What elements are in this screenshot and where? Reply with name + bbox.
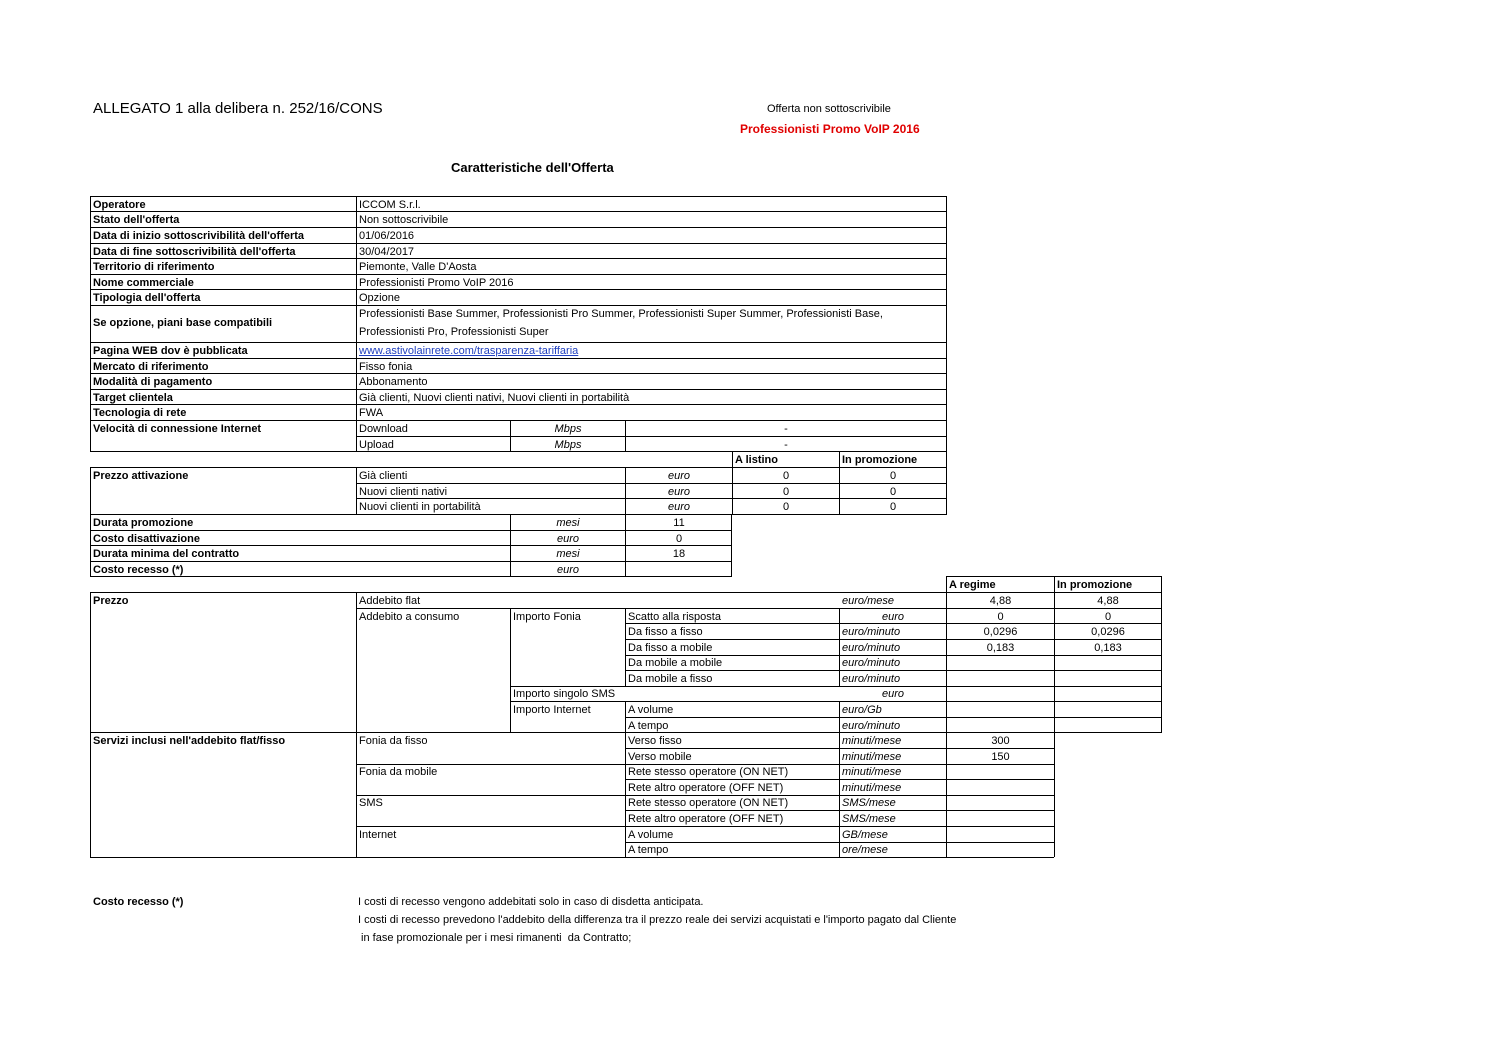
label-importo-fonia: Importo Fonia — [513, 611, 581, 623]
label-fonia-on-net: Rete stesso operatore (ON NET) — [628, 766, 789, 778]
allegato-title: ALLEGATO 1 alla delibera n. 252/16/CONS — [93, 100, 383, 117]
label-fisso-mobile: Da fisso a mobile — [628, 642, 713, 654]
label-fisso-fisso: Da fisso a fisso — [628, 626, 703, 638]
col-a-listino: A listino — [735, 454, 778, 466]
label-costo-recesso: Costo recesso (*) — [93, 564, 184, 576]
unit-verso-fisso: minuti/mese — [842, 735, 902, 747]
footnote-line-3: in fase promozionale per i mesi rimanenti da Contratto; — [358, 932, 632, 944]
unit-scatto: euro — [881, 611, 905, 623]
label-addebito-consumo: Addebito a consumo — [359, 611, 460, 623]
attivazione-promo-value: 0 — [889, 501, 897, 513]
unit-mobile-mobile: euro/minuto — [842, 657, 901, 669]
label-velocita: Velocità di connessione Internet — [93, 423, 262, 435]
label-data-fine: Data di fine sottoscrivibilità dell'offerta — [93, 246, 296, 258]
unit-upload: Mbps — [554, 439, 582, 451]
unit-download: Mbps — [554, 423, 582, 435]
attivazione-row-label: Nuovi clienti in portabilità — [359, 501, 481, 513]
value-tipologia: Opzione — [359, 292, 400, 304]
col-in-promozione: In promozione — [842, 454, 918, 466]
value-nome: Professionisti Promo VoIP 2016 — [359, 277, 514, 289]
unit-internet-volume: GB/mese — [842, 829, 888, 841]
unit-fisso-fisso: euro/minuto — [842, 626, 901, 638]
attivazione-listino-value: 0 — [782, 501, 790, 513]
value-ff-regime: 0,0296 — [983, 626, 1018, 638]
label-prezzo: Prezzo — [93, 595, 129, 607]
label-target: Target clientela — [93, 392, 173, 404]
col-prezzo-in-promozione: In promozione — [1057, 579, 1133, 591]
attivazione-listino-value: 0 — [782, 470, 790, 482]
footnote-label: Costo recesso (*) — [93, 896, 184, 908]
unit-fonia-on-net: minuti/mese — [842, 766, 902, 778]
unit-mobile-fisso: euro/minuto — [842, 673, 901, 685]
label-durata-promozione: Durata promozione — [93, 517, 194, 529]
label-servizi-inclusi: Servizi inclusi nell'addebito flat/fisso — [93, 735, 286, 747]
label-addebito-flat: Addebito flat — [359, 595, 421, 607]
attivazione-promo-value: 0 — [889, 470, 897, 482]
label-durata-minima: Durata minima del contratto — [93, 548, 240, 560]
value-target: Già clienti, Nuovi clienti nativi, Nuovi clienti in portabilità — [359, 392, 630, 404]
attivazione-unit: euro — [667, 486, 691, 498]
label-sms-off-net: Rete altro operatore (OFF NET) — [628, 813, 784, 825]
value-fm-regime: 0,183 — [986, 642, 1015, 654]
unit-fonia-off-net: minuti/mese — [842, 782, 902, 794]
label-pagina: Pagina WEB dov è pubblicata — [93, 345, 248, 357]
value-stato: Non sottoscrivibile — [359, 214, 449, 226]
value-download: - — [784, 423, 788, 435]
value-territorio: Piemonte, Valle D'Aosta — [359, 261, 477, 273]
value-modalita: Abbonamento — [359, 376, 428, 388]
unit-costo-recesso: euro — [556, 564, 580, 576]
footnote-line-2: I costi di recesso prevedono l'addebito della differenza tra il prezzo reale dei servizi acquistati e l'importo pagato dal Cliente — [358, 914, 957, 926]
unit-a-volume: euro/Gb — [842, 704, 882, 716]
footnote-line-1: I costi di recesso vengono addebitati solo in caso di disdetta anticipata. — [358, 896, 704, 908]
attivazione-promo-value: 0 — [889, 486, 897, 498]
value-scatto-regime: 0 — [997, 611, 1004, 623]
pagina-web-link[interactable]: www.astivolainrete.com/trasparenza-tariffaria — [359, 345, 579, 357]
attivazione-unit: euro — [667, 470, 691, 482]
value-scatto-promo: 0 — [1104, 611, 1112, 623]
unit-costo-disattivazione: euro — [556, 533, 580, 545]
label-costo-disattivazione: Costo disattivazione — [93, 533, 200, 545]
label-tipologia: Tipologia dell'offerta — [93, 292, 201, 304]
value-operatore: ICCOM S.r.l. — [359, 199, 421, 211]
value-data-inizio: 01/06/2016 — [359, 230, 415, 242]
value-durata-minima: 18 — [672, 548, 686, 560]
unit-fisso-mobile: euro/minuto — [842, 642, 901, 654]
label-sms: SMS — [359, 797, 383, 809]
label-modalita: Modalità di pagamento — [93, 376, 213, 388]
label-scatto: Scatto alla risposta — [628, 611, 721, 623]
value-data-fine: 30/04/2017 — [359, 246, 415, 258]
attivazione-row-label: Già clienti — [359, 470, 408, 482]
unit-sms-on-net: SMS/mese — [842, 797, 896, 809]
label-download: Download — [359, 423, 408, 435]
attivazione-listino-value: 0 — [782, 486, 790, 498]
value-costo-disattivazione: 0 — [675, 533, 683, 545]
label-fonia-da-mobile: Fonia da mobile — [359, 766, 438, 778]
value-flat-regime: 4,88 — [989, 595, 1012, 607]
label-verso-fisso: Verso fisso — [628, 735, 682, 747]
label-data-inizio: Data di inizio sottoscrivibilità dell'offerta — [93, 230, 305, 242]
value-upload: - — [784, 439, 788, 451]
label-importo-sms: Importo singolo SMS — [513, 688, 616, 700]
col-a-regime: A regime — [949, 579, 996, 591]
unit-verso-mobile: minuti/mese — [842, 751, 902, 763]
label-upload: Upload — [359, 439, 394, 451]
attivazione-unit: euro — [667, 501, 691, 513]
value-verso-mobile: 150 — [991, 751, 1010, 763]
label-stato: Stato dell'offerta — [93, 214, 180, 226]
label-nome: Nome commerciale — [93, 277, 194, 289]
label-prezzo-attivazione: Prezzo attivazione — [93, 470, 189, 482]
label-sms-on-net: Rete stesso operatore (ON NET) — [628, 797, 789, 809]
section-title: Caratteristiche dell'Offerta — [451, 160, 614, 175]
offer-name-heading: Professionisti Promo VoIP 2016 — [740, 122, 920, 136]
label-mobile-mobile: Da mobile a mobile — [628, 657, 723, 669]
label-internet: Internet — [359, 829, 397, 841]
unit-durata-promozione: mesi — [556, 517, 580, 529]
label-fonia-da-fisso: Fonia da fisso — [359, 735, 428, 747]
value-fm-promo: 0,183 — [1094, 642, 1122, 654]
label-mercato: Mercato di riferimento — [93, 361, 209, 373]
label-a-volume: A volume — [628, 704, 674, 716]
value-flat-promo: 4,88 — [1097, 595, 1119, 607]
unit-a-tempo: euro/minuto — [842, 720, 901, 732]
unit-internet-tempo: ore/mese — [842, 844, 888, 856]
value-ff-promo: 0,0296 — [1091, 626, 1125, 638]
label-fonia-off-net: Rete altro operatore (OFF NET) — [628, 782, 784, 794]
label-piani: Se opzione, piani base compatibili — [93, 317, 273, 329]
label-a-tempo: A tempo — [628, 720, 669, 732]
unit-durata-minima: mesi — [556, 548, 580, 560]
label-verso-mobile: Verso mobile — [628, 751, 692, 763]
label-mobile-fisso: Da mobile a fisso — [628, 673, 713, 685]
unit-addebito-flat: euro/mese — [842, 595, 894, 607]
unit-sms-off-net: SMS/mese — [842, 813, 896, 825]
value-piani-line2: Professionisti Pro, Professionisti Super — [359, 326, 549, 338]
label-operatore: Operatore — [93, 199, 146, 211]
value-mercato: Fisso fonia — [359, 361, 413, 373]
value-verso-fisso: 300 — [991, 735, 1010, 747]
label-tecnologia: Tecnologia di rete — [93, 407, 187, 419]
value-tecnologia: FWA — [359, 407, 384, 419]
label-internet-volume: A volume — [628, 829, 674, 841]
label-importo-internet: Importo Internet — [513, 704, 591, 716]
value-piani-line1: Professionisti Base Summer, Professionisti Pro Summer, Professionisti Super Summer, Professionisti Base, — [359, 308, 883, 320]
label-internet-tempo: A tempo — [628, 844, 669, 856]
unit-importo-sms: euro — [881, 688, 905, 700]
offer-status-note: Offerta non sottoscrivibile — [767, 103, 891, 115]
attivazione-row-label: Nuovi clienti nativi — [359, 486, 448, 498]
label-territorio: Territorio di riferimento — [93, 261, 215, 273]
value-durata-promozione: 11 — [673, 517, 685, 529]
